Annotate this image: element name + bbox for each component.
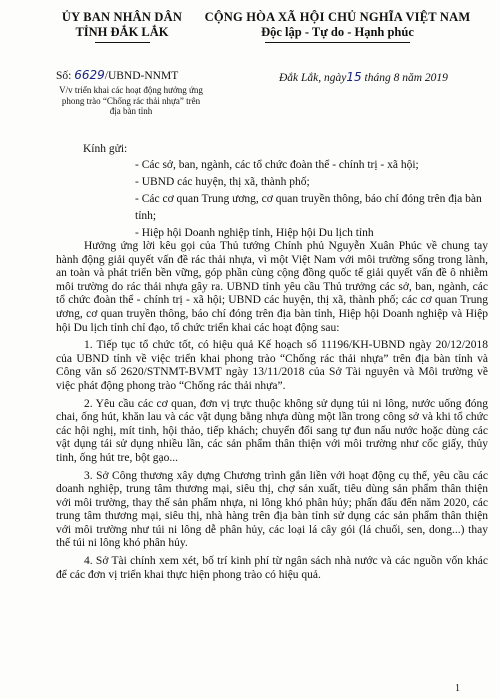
place-prefix: Đắk Lắk, ngày — [279, 72, 347, 84]
salutation: Kính gửi: — [83, 143, 128, 155]
recipient-item: - Hiệp hội Doanh nghiệp tỉnh, Hiệp hội Du lịch tỉnh — [135, 227, 374, 239]
national-header — [175, 10, 500, 40]
recipient-item: - Các cơ quan Trung ương, cơ quan truyền thông, báo chí đóng trên địa bàn tỉnh; — [135, 193, 482, 222]
body-paragraph-4: 4. Sở Tài chính xem xét, bố trí kinh phí từ ngân sách nhà nước và các nguồn vốn khác để các đơn vị triển khai thực hiện phong trào có hiệu quả. — [56, 555, 488, 581]
page-number: 1 — [455, 683, 460, 694]
document-body — [56, 240, 488, 586]
recipient-list — [135, 157, 487, 242]
doc-number-handwritten: 6629 — [74, 68, 105, 82]
place-suffix: tháng 8 năm 2019 — [364, 72, 448, 84]
document-number — [56, 68, 178, 82]
doc-number-suffix: /UBND-NNMT — [104, 70, 179, 82]
body-paragraph-3: 3. Sở Công thương xây dựng Chương trình gắn liền với hoạt động cụ thể, yêu cầu các doanh nghiệp, trung tâm thương mại, siêu thị, chợ sản xuất, tiêu dùng sản phẩm thân thiện với môi trường, thay thế sản phẩm nhựa, ni lông khó phân hủy; phấn đấu đến năm 2020, các trung tâm thương mại, siêu thị, nhà hàng trên địa bàn tỉnh sử dụng các sản phẩm thân thiện với môi trường như túi ni lông dễ phân hủy, các loại lá cây gói (lá chuối, sen, dong...) thay thế túi ni lông khó phân hủy. — [56, 469, 488, 550]
agency-name: ỦY BAN NHÂN DÂN — [61, 10, 183, 24]
recipient-item: - Các sở, ban, ngành, các tổ chức đoàn thể - chính trị - xã hội; — [135, 159, 419, 171]
motto-underline — [265, 42, 410, 43]
agency-underline — [95, 42, 150, 43]
national-title: CỘNG HÒA XÃ HỘI CHỦ NGHĨA VIỆT NAM — [204, 10, 471, 24]
body-paragraph-2: 2. Yêu cầu các cơ quan, đơn vị trực thuộc không sử dụng túi ni lông, nước uống đóng chai, ống hút, khăn lau và các vật dụng bằng nhựa dùng một lần trong công sở và khi tổ chức các hội nghị, mít tinh, hội thảo, tiếp khách; chuyển đổi sang tự đun nấu nước hoặc dùng các vật dụng tái sử dụng nhiều lần, các sản phẩm thân thiện với môi trường như cốc giấy, thủy tinh, ống hút tre, bột gạo... — [56, 397, 488, 464]
document-subject: V/v triển khai các hoạt động hưởng ứng phong trào “Chống rác thải nhựa” trên địa bàn tỉnh — [59, 85, 203, 116]
recipient-item: - UBND các huyện, thị xã, thành phố; — [135, 176, 310, 188]
date-day-handwritten: 15 — [346, 70, 362, 84]
national-motto: Độc lập - Tự do - Hạnh phúc — [261, 25, 414, 39]
body-paragraph-1: 1. Tiếp tục tổ chức tốt, có hiệu quả Kế hoạch số 11196/KH-UBND ngày 20/12/2018 của UBND tỉnh về việc triển khai phong trào “Chống rác thải nhựa” trên địa bàn tỉnh và Công văn số 2620/STNMT-BVMT ngày 13/11/2018 của Sở Tài nguyên và Môi trường về việc phát động phong trào “Chống rác thải nhựa”. — [56, 339, 488, 392]
doc-number-prefix: Số: — [56, 70, 72, 82]
province-name: TỈNH ĐẮK LẮK — [75, 25, 169, 39]
place-date — [279, 70, 448, 84]
body-paragraph-intro: Hưởng ứng lời kêu gọi của Thủ tướng Chính phủ Nguyễn Xuân Phúc về chung tay hành động giải quyết vấn đề rác thải nhựa, vì một Việt Nam với môi trường sống trong lành, an toàn và phát triển bền vững, góp phần cùng cộng đồng quốc tế giải quyết vấn đề ô nhiễm môi trường do rác thải nhựa gây ra. UBND tỉnh yêu cầu Thủ trưởng các sở, ban, ngành, các tổ chức đoàn thể - chính trị - xã hội; UBND các huyện, thị xã, thành phố; các cơ quan Trung ương, cơ quan truyền thông, báo chí đóng trên địa bàn tỉnh, Hiệp hội Doanh nghiệp và Hiệp hội Du lịch tỉnh chỉ đạo, tổ chức triển khai các hoạt động sau: — [56, 240, 488, 334]
